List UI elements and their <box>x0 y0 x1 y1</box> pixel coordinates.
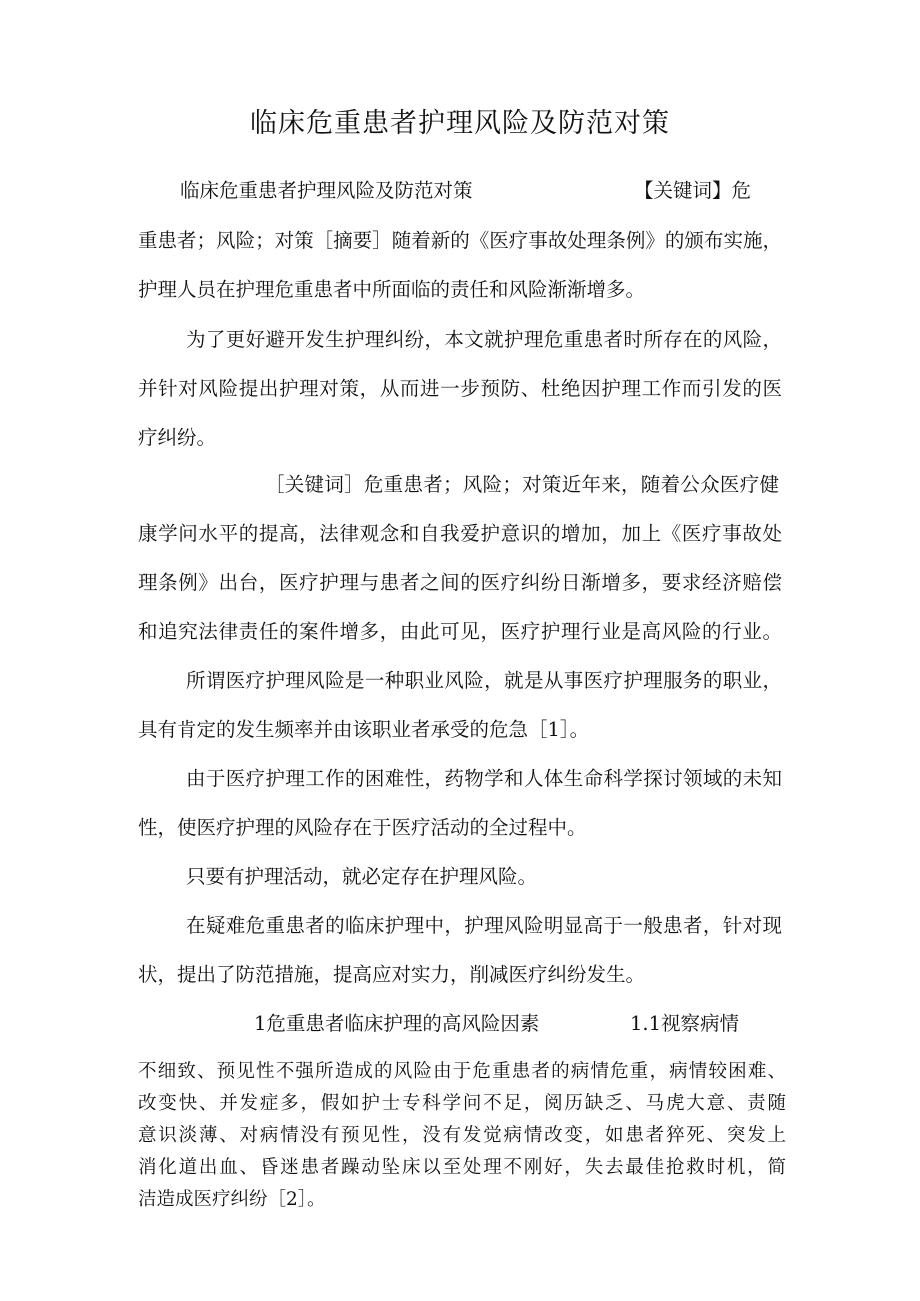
text-line: 状，提出了防范措施，提高应对实力，削减医疗纠纷发生。 <box>138 963 646 986</box>
text-line: ［关键词］危重患者；风险；对策近年来，随着公众医疗健 <box>265 473 779 496</box>
subsection-heading: 1.1视察病情 <box>630 1012 740 1035</box>
section-heading: 1危重患者临床护理的高风险因素 <box>254 1012 540 1035</box>
text-line: 只要有护理活动，就必定存在护理风险。 <box>186 865 538 888</box>
text-line: 并针对风险提出护理对策，从而进一步预防、杜绝因护理工作而引发的医 <box>138 377 782 400</box>
document-title: 临床危重患者护理风险及防范对策 <box>250 108 670 139</box>
text-line: 所谓医疗护理风险是一种职业风险，就是从事医疗护理服务的职业， <box>186 669 782 692</box>
text-line: 由于医疗护理工作的困难性，药物学和人体生命科学探讨领域的未知 <box>186 767 782 790</box>
text-line: 在疑难危重患者的临床护理中，护理风险明显高于一般患者，针对现 <box>186 914 782 937</box>
text-line: 临床危重患者护理风险及防范对策 <box>180 179 473 202</box>
text-line: 意识淡薄、对病情没有预见性，没有发觉病情改变，如患者猝死、突发上 <box>138 1125 786 1146</box>
text-line: 疗纠纷。 <box>138 426 217 449</box>
text-line: 康学问水平的提高，法律观念和自我爱护意识的增加，加上《医疗事故处 <box>138 522 782 545</box>
text-line: 洁造成医疗纠纷［2］。 <box>138 1189 326 1210</box>
text-line: 具有肯定的发生频率并由该职业者承受的危急［1］。 <box>138 718 590 741</box>
text-line: 改变快、并发症多，假如护士专科学问不足，阅历缺乏、马虎大意、责随 <box>138 1093 786 1114</box>
text-line: 理条例》出台，医疗护理与患者之间的医疗纠纷日渐增多，要求经济赔偿 <box>138 571 782 594</box>
text-line: 消化道出血、昏迷患者躁动坠床以至处理不刚好，失去最佳抢救时机，简 <box>138 1157 786 1178</box>
text-line: 为了更好避开发生护理纠纷，本文就护理危重患者时所存在的风险， <box>186 328 782 351</box>
text-line: 【关键词】危 <box>634 179 752 202</box>
text-line: 和追究法律责任的案件增多，由此可见，医疗护理行业是高风险的行业。 <box>138 620 782 643</box>
text-line: 护理人员在护理危重患者中所面临的责任和风险渐渐增多。 <box>138 278 646 301</box>
text-line: 不细致、预见性不强所造成的风险由于危重患者的病情危重，病情较困难、 <box>138 1061 786 1082</box>
text-line: 重患者；风险；对策［摘要］随着新的《医疗事故处理条例》的颁布实施， <box>138 229 782 252</box>
text-line: 性，使医疗护理的风险存在于医疗活动的全过程中。 <box>138 816 587 839</box>
